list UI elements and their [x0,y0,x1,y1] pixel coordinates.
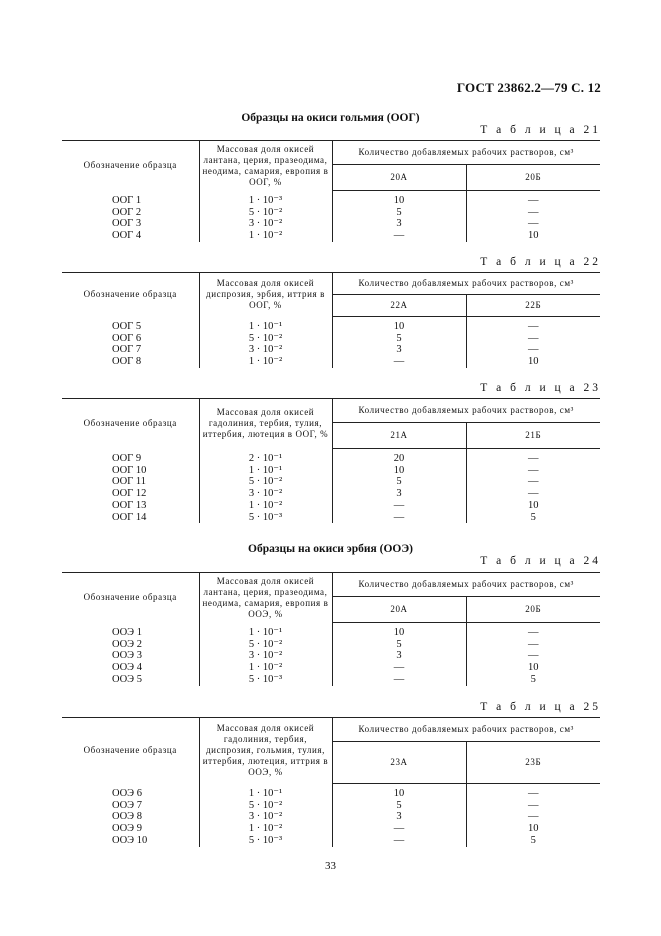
table-24 [62,572,600,686]
sample-designation: ООЭ 9 [62,823,199,835]
mass-fraction-value: 1 · 10⁻¹ [199,317,332,333]
solution-a-value: — [332,835,466,847]
table-label-22: Т а б л и ц а 22 [480,256,601,268]
mass-fraction-value: 3 · 10⁻² [199,218,332,230]
header-designation: Обозначение образца [62,399,199,449]
table-row [62,662,600,674]
solution-a-value: — [332,356,466,368]
solution-a-value: 3 [332,344,466,356]
solution-b-value: — [528,811,539,823]
solution-b-value: 10 [528,356,539,368]
sample-designation: ООГ 4 [62,230,199,242]
mass-fraction-value: 1 · 10⁻² [199,500,332,512]
document-reference: ГОСТ 23862.2—79 С. 12 [456,80,601,95]
header-designation: Обозначение образца [62,141,199,191]
solution-b-value: — [528,464,539,476]
mass-fraction-value: 1 · 10⁻² [199,356,332,368]
table-row [62,674,600,686]
mass-fraction-value: 1 · 10⁻¹ [199,784,332,800]
solution-b-value: — [528,799,539,811]
table-row [62,639,600,651]
mass-fraction-value: 1 · 10⁻¹ [199,623,332,639]
solution-a-value: 5 [332,207,466,219]
solution-b-value: — [528,788,539,799]
sample-designation: ООГ 2 [62,207,199,219]
sample-designation: ООЭ 1 [62,623,199,639]
table-row [62,823,600,835]
table-row [62,784,600,800]
table-row [62,191,600,207]
sample-designation: ООЭ 8 [62,811,199,823]
mass-fraction-value: 1 · 10⁻² [199,823,332,835]
header-designation: Обозначение образца [62,573,199,623]
sample-designation: ООГ 6 [62,333,199,345]
table-row [62,623,600,639]
solution-b-value: 10 [528,823,539,835]
solution-b-value: — [528,344,539,356]
mass-fraction-value: 1 · 10⁻¹ [199,465,332,477]
header-solution-b: 20Б [466,165,600,191]
sample-designation: ООГ 9 [62,449,199,465]
mass-fraction-value: 3 · 10⁻² [199,650,332,662]
solution-a-value: 3 [332,811,466,823]
solution-a-value: 3 [332,650,466,662]
section-title-erbium: Образцы на окиси эрбия (ООЭ) [248,543,413,555]
header-solution-b: 23Б [466,742,600,784]
solution-b-value: — [528,332,539,344]
table-label-21: Т а б л и ц а 21 [480,124,601,136]
sample-designation: ООГ 10 [62,465,199,477]
header-solution-b: 20Б [466,597,600,623]
table-row [62,488,600,500]
header-mass-fraction: Массовая доля окисей лантана, церия, празеодима, неодима, самария, европия в ООЭ, % [199,573,332,623]
table-row [62,218,600,230]
table-23 [62,398,600,523]
sample-designation: ООГ 7 [62,344,199,356]
header-solution-b: 21Б [466,423,600,449]
solution-b-value: — [528,218,539,230]
table-row [62,476,600,488]
table-row [62,207,600,219]
mass-fraction-value: 3 · 10⁻² [199,488,332,500]
sample-designation: ООГ 12 [62,488,199,500]
solution-b-value: — [528,321,539,332]
table-label-23: Т а б л и ц а 23 [480,382,601,394]
header-quantity: Количество добавляемых рабочих растворов, см³ [332,141,600,165]
solution-a-value: — [332,662,466,674]
header-designation: Обозначение образца [62,718,199,784]
mass-fraction-value: 5 · 10⁻² [199,639,332,651]
solution-b-value: — [528,453,539,464]
solution-b-value: 5 [530,673,536,685]
page-number: 33 [325,860,336,872]
table-row [62,811,600,823]
mass-fraction-value: 1 · 10⁻² [199,662,332,674]
sample-designation: ООГ 14 [62,512,199,524]
table-21 [62,140,600,242]
solution-b-value: — [528,476,539,488]
sample-designation: ООЭ 4 [62,662,199,674]
solution-a-value: 10 [332,317,466,333]
table-row [62,500,600,512]
sample-designation: ООЭ 10 [62,835,199,847]
solution-a-value: 3 [332,488,466,500]
header-mass-fraction: Массовая доля окисей гадолиния, тербия, тулия, иттербия, лютеция в ООГ, % [199,399,332,449]
solution-a-value: — [332,500,466,512]
mass-fraction-value: 1 · 10⁻³ [199,191,332,207]
table-row [62,356,600,368]
sample-designation: ООЭ 6 [62,784,199,800]
table-label-25: Т а б л и ц а 25 [480,701,601,713]
solution-a-value: 5 [332,800,466,812]
solution-b-value: — [528,488,539,500]
solution-a-value: 5 [332,333,466,345]
table-row [62,333,600,345]
solution-b-value: — [528,195,539,206]
solution-b-value: 5 [530,511,536,523]
sample-designation: ООЭ 2 [62,639,199,651]
header-solution-b: 22Б [466,295,600,317]
solution-a-value: — [332,230,466,242]
mass-fraction-value: 3 · 10⁻² [199,344,332,356]
sample-designation: ООЭ 7 [62,800,199,812]
solution-a-value: — [332,512,466,524]
table-row [62,512,600,524]
header-quantity: Количество добавляемых рабочих растворов, см³ [332,718,600,742]
header-designation: Обозначение образца [62,273,199,317]
mass-fraction-value: 2 · 10⁻¹ [199,449,332,465]
solution-a-value: 10 [332,465,466,477]
solution-a-value: — [332,823,466,835]
solution-b-value: — [528,627,539,638]
mass-fraction-value: 5 · 10⁻² [199,333,332,345]
solution-a-value: — [332,674,466,686]
solution-a-value: 10 [332,623,466,639]
solution-a-value: 5 [332,639,466,651]
solution-b-value: 10 [528,662,539,674]
header-mass-fraction: Массовая доля окисей гадолиния, тербия, диспрозия, гольмия, тулия, иттербия, лютеция, иттрия в ООЭ, % [199,718,332,784]
solution-a-value: 10 [332,784,466,800]
table-22 [62,272,600,368]
solution-a-value: 3 [332,218,466,230]
mass-fraction-value: 5 · 10⁻² [199,207,332,219]
sample-designation: ООЭ 5 [62,674,199,686]
solution-b-value: 10 [528,499,539,511]
table-row [62,449,600,465]
solution-b-value: — [528,650,539,662]
header-mass-fraction: Массовая доля окисей лантана, церия, празеодима, неодима, самария, европия в ООГ, % [199,141,332,191]
mass-fraction-value: 5 · 10⁻³ [199,512,332,524]
header-mass-fraction: Массовая доля окисей диспрозия, эрбия, иттрия в ООГ, % [199,273,332,317]
sample-designation: ООГ 1 [62,191,199,207]
solution-a-value: 10 [332,191,466,207]
table-row [62,344,600,356]
sample-designation: ООГ 5 [62,317,199,333]
mass-fraction-value: 5 · 10⁻² [199,476,332,488]
mass-fraction-value: 3 · 10⁻² [199,811,332,823]
table-row [62,465,600,477]
mass-fraction-value: 5 · 10⁻³ [199,835,332,847]
sample-designation: ООЭ 3 [62,650,199,662]
sample-designation: ООГ 11 [62,476,199,488]
table-label-24: Т а б л и ц а 24 [480,555,601,567]
solution-a-value: 20 [332,449,466,465]
solution-b-value: — [528,206,539,218]
table-25 [62,717,600,847]
solution-b-value: 5 [530,834,536,846]
table-row [62,650,600,662]
mass-fraction-value: 1 · 10⁻² [199,230,332,242]
mass-fraction-value: 5 · 10⁻² [199,800,332,812]
sample-designation: ООГ 8 [62,356,199,368]
table-row [62,800,600,812]
sample-designation: ООГ 13 [62,500,199,512]
solution-a-value: 5 [332,476,466,488]
header-solution-a: 22А [332,295,466,317]
table-row [62,835,600,847]
solution-b-value: — [528,638,539,650]
solution-b-value: 10 [528,230,539,242]
mass-fraction-value: 5 · 10⁻³ [199,674,332,686]
header-solution-a: 20А [332,597,466,623]
table-row [62,317,600,333]
header-solution-a: 21А [332,423,466,449]
header-solution-a: 23А [332,742,466,784]
header-quantity: Количество добавляемых рабочих растворов, см³ [332,399,600,423]
header-quantity: Количество добавляемых рабочих растворов, см³ [332,573,600,597]
table-row [62,230,600,242]
header-solution-a: 20А [332,165,466,191]
section-title-holmium: Образцы на окиси гольмия (ООГ) [241,112,420,124]
sample-designation: ООГ 3 [62,218,199,230]
header-quantity: Количество добавляемых рабочих растворов, см³ [332,273,600,295]
